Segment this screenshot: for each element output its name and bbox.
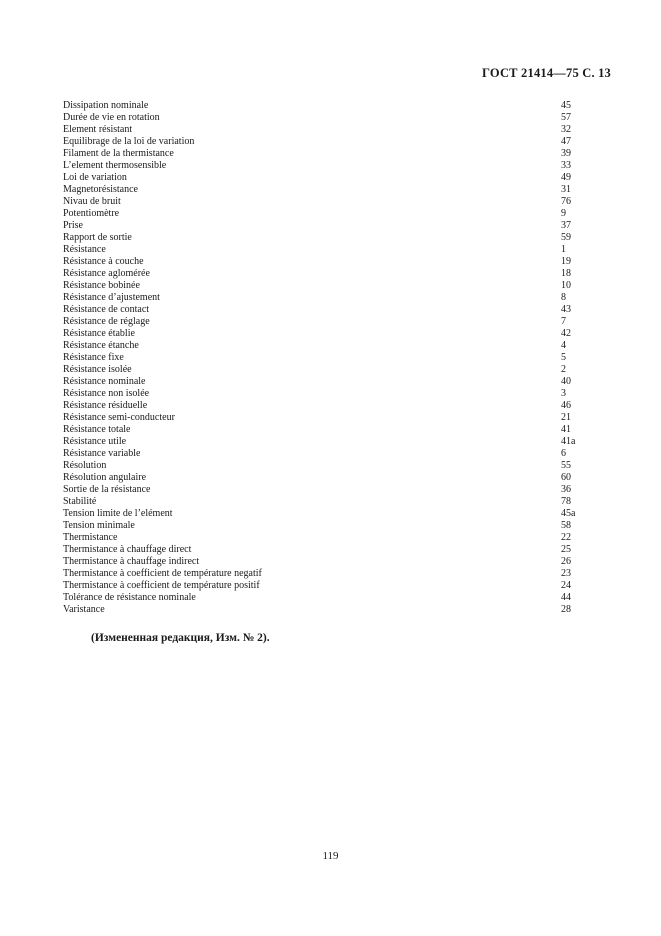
- index-row: [63, 460, 583, 472]
- index-row: [63, 220, 583, 232]
- index-term: Thermistance à coefficient de température negatif: [63, 568, 262, 579]
- index-number: 25: [561, 544, 571, 555]
- index-term: Résistance non isolée: [63, 388, 150, 399]
- revision-note: (Измененная редакция, Изм. № 2).: [91, 632, 270, 644]
- index-row: [63, 196, 583, 208]
- index-row: [63, 268, 583, 280]
- index-number: 9: [561, 208, 566, 219]
- index-term: Thermistance: [63, 532, 118, 543]
- index-term: Résistance étanche: [63, 340, 139, 351]
- index-term: Thermistance à chauffage indirect: [63, 556, 200, 567]
- index-number: 23: [561, 568, 571, 579]
- index-number: 76: [561, 196, 571, 207]
- index-number: 46: [561, 400, 571, 411]
- index-number: 44: [561, 592, 571, 603]
- index-number: 10: [561, 280, 571, 291]
- index-row: [63, 244, 583, 256]
- index-number: 42: [561, 328, 571, 339]
- index-number: 60: [561, 472, 571, 483]
- index-term: Durée de vie en rotation: [63, 112, 160, 123]
- index-row: [63, 604, 583, 616]
- index-row: [63, 484, 583, 496]
- index-row: [63, 316, 583, 328]
- index-number: 41a: [561, 436, 576, 447]
- index-number: 45: [561, 100, 571, 111]
- index-row: [63, 280, 583, 292]
- index-row: [63, 592, 583, 604]
- page-header: ГОСТ 21414—75 С. 13: [482, 66, 611, 80]
- index-number: 31: [561, 184, 571, 195]
- index-term: Résistance utile: [63, 436, 127, 447]
- index-term: Filament de la thermistance: [63, 148, 174, 159]
- index-term: Tolérance de résistance nominale: [63, 592, 196, 603]
- index-number: 43: [561, 304, 571, 315]
- index-term: Résistance d’ajustement: [63, 292, 160, 303]
- index-number: 18: [561, 268, 571, 279]
- index-number: 58: [561, 520, 571, 531]
- index-term: Résolution angulaire: [63, 472, 147, 483]
- index-number: 57: [561, 112, 571, 123]
- index-number: 47: [561, 136, 571, 147]
- index-row: [63, 184, 583, 196]
- index-term: Thermistance à coefficient de température positif: [63, 580, 260, 591]
- index-number: 33: [561, 160, 571, 171]
- index-term: Résistance à couche: [63, 256, 144, 267]
- index-row: [63, 568, 583, 580]
- index-row: [63, 436, 583, 448]
- index-number: 7: [561, 316, 566, 327]
- index-row: [63, 112, 583, 124]
- index-term: Résistance de contact: [63, 304, 150, 315]
- index-row: [63, 232, 583, 244]
- index-row: [63, 544, 583, 556]
- index-number: 32: [561, 124, 571, 135]
- index-number: 6: [561, 448, 566, 459]
- index-term: Stabilité: [63, 496, 97, 507]
- index-row: [63, 508, 583, 520]
- index-term: Tension minimale: [63, 520, 135, 531]
- index-row: [63, 364, 583, 376]
- index-term: Résolution: [63, 460, 107, 471]
- index-term: Equilibrage de la loi de variation: [63, 136, 195, 147]
- index-term: Résistance variable: [63, 448, 141, 459]
- index-row: [63, 148, 583, 160]
- index-number: 24: [561, 580, 571, 591]
- index-row: [63, 532, 583, 544]
- index-number: 28: [561, 604, 571, 615]
- index-row: [63, 556, 583, 568]
- index-row: [63, 340, 583, 352]
- index-term: Sortie de la résistance: [63, 484, 151, 495]
- index-row: [63, 496, 583, 508]
- index-term: Résistance bobinée: [63, 280, 140, 291]
- index-term: Prise: [63, 220, 83, 231]
- index-term: Varistance: [63, 604, 105, 615]
- index-number: 49: [561, 172, 571, 183]
- index-term: Rapport de sortie: [63, 232, 132, 243]
- index-row: [63, 580, 583, 592]
- index-term: Résistance agloméréе: [63, 268, 150, 279]
- index-number: 5: [561, 352, 566, 363]
- index-number: 39: [561, 148, 571, 159]
- index-term: Element résistant: [63, 124, 133, 135]
- index-row: [63, 520, 583, 532]
- index-row: [63, 100, 583, 112]
- index-term: Résistance de réglage: [63, 316, 150, 327]
- index-row: [63, 448, 583, 460]
- index-row: [63, 160, 583, 172]
- index-row: [63, 304, 583, 316]
- index-row: [63, 328, 583, 340]
- term-index-list: [63, 100, 583, 616]
- index-number: 59: [561, 232, 571, 243]
- index-term: Résistance totale: [63, 424, 131, 435]
- index-term: Dissipation nominale: [63, 100, 149, 111]
- index-number: 2: [561, 364, 566, 375]
- index-term: Thermistance à chauffage direct: [63, 544, 192, 555]
- index-row: [63, 208, 583, 220]
- index-row: [63, 256, 583, 268]
- index-number: 4: [561, 340, 566, 351]
- index-row: [63, 124, 583, 136]
- index-term: Loi de variation: [63, 172, 127, 183]
- index-row: [63, 352, 583, 364]
- index-row: [63, 292, 583, 304]
- index-term: Tension limite de l’elément: [63, 508, 173, 519]
- index-row: [63, 424, 583, 436]
- index-number: 26: [561, 556, 571, 567]
- index-number: 41: [561, 424, 571, 435]
- index-term: Résistance résiduelle: [63, 400, 148, 411]
- index-row: [63, 400, 583, 412]
- index-number: 22: [561, 532, 571, 543]
- index-term: Potentiomètre: [63, 208, 120, 219]
- index-number: 36: [561, 484, 571, 495]
- index-number: 40: [561, 376, 571, 387]
- index-term: L’element thermosensible: [63, 160, 167, 171]
- index-row: [63, 376, 583, 388]
- index-number: 3: [561, 388, 566, 399]
- index-row: [63, 412, 583, 424]
- index-term: Magnetorésistance: [63, 184, 138, 195]
- index-term: Nivau de bruit: [63, 196, 121, 207]
- index-term: Résistance établie: [63, 328, 135, 339]
- index-term: Résistance isolée: [63, 364, 132, 375]
- index-term: Résistance semi-conducteur: [63, 412, 175, 423]
- index-row: [63, 172, 583, 184]
- index-number: 21: [561, 412, 571, 423]
- index-term: Résistance fixe: [63, 352, 124, 363]
- page-number: 119: [322, 850, 339, 862]
- index-number: 19: [561, 256, 571, 267]
- index-row: [63, 472, 583, 484]
- index-number: 45a: [561, 508, 576, 519]
- index-row: [63, 136, 583, 148]
- index-number: 37: [561, 220, 571, 231]
- index-number: 78: [561, 496, 571, 507]
- index-term: Résistance: [63, 244, 106, 255]
- index-row: [63, 388, 583, 400]
- index-number: 1: [561, 244, 566, 255]
- index-number: 8: [561, 292, 566, 303]
- index-term: Résistance nominale: [63, 376, 146, 387]
- index-number: 55: [561, 460, 571, 471]
